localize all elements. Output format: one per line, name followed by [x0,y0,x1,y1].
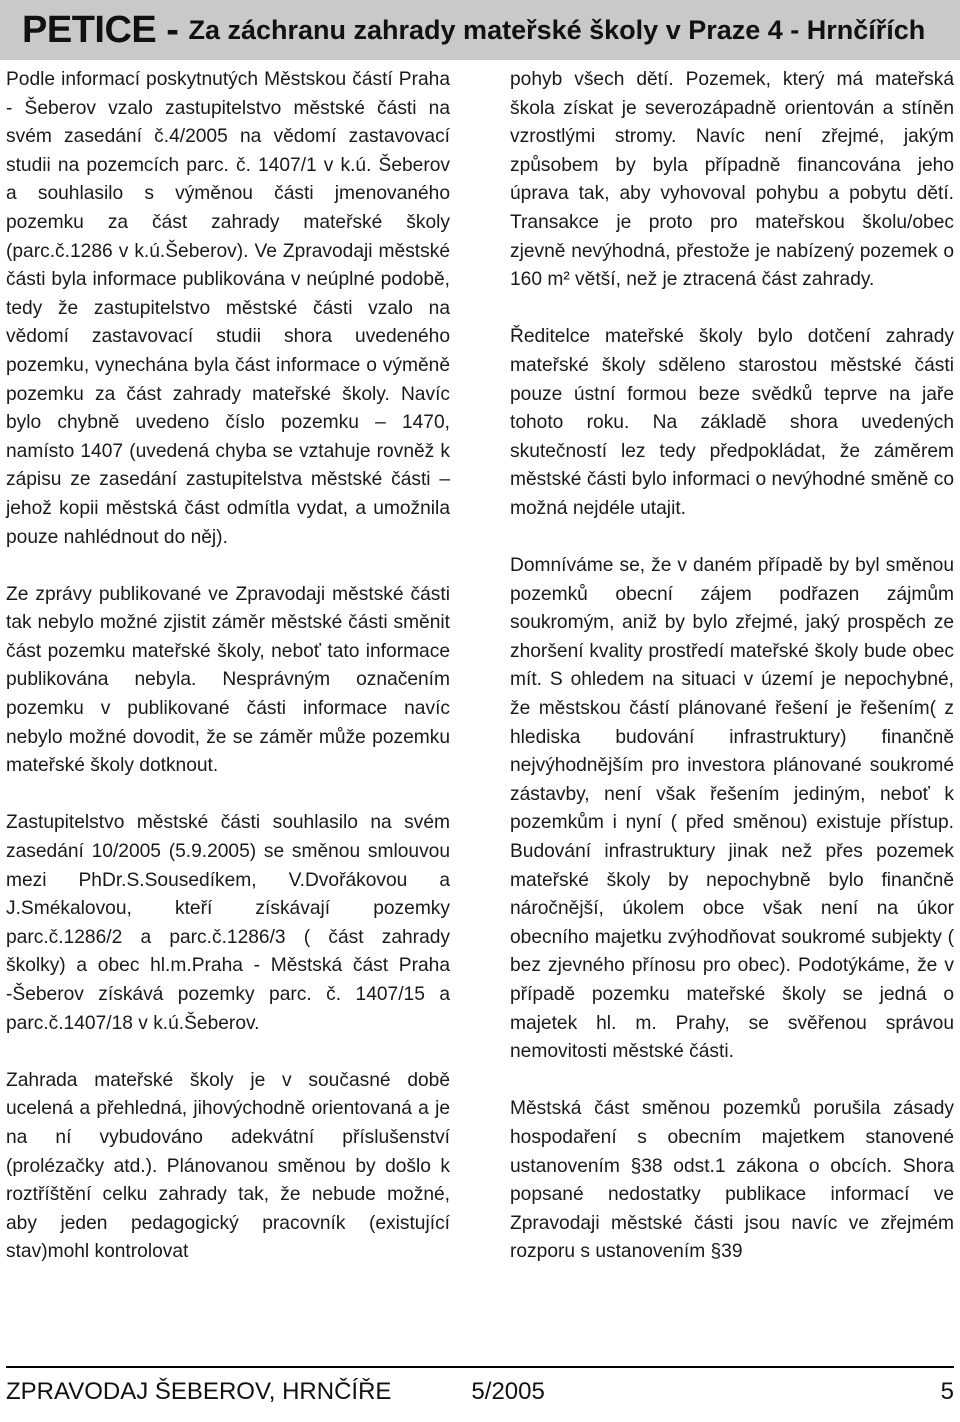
page-footer [6,1366,954,1416]
paragraph: Městská část směnou pozemků porušila zásady hospodaření s obecním majetkem stanovené ustanovením §38 odst.1 zákona o obcích. Shora popsané nedostatky publikace informací ve Zpravodaji městské části jsou navíc ve zřejmém rozporu s ustanovením §39 [510,1098,954,1263]
publication-name: ZPRAVODAJ ŠEBEROV, HRNČÍŘE [6,1378,392,1405]
article-header [0,0,960,60]
footer-publication-info [6,1378,545,1406]
paragraph: Ze zprávy publikované ve Zpravodaji městské části tak nebylo možné zjistit záměr městské části směnit část pozemku mateřské školy, neboť tato informace publikována nebyla. Nesprávným označením pozemku v publikované části informace navíc nebylo možné dovodit, že se záměr může pozemku mateřské školy dotknout. [6,583,450,777]
paragraph: Ředitelce mateřské školy bylo dotčení zahrady mateřské školy sděleno starostou městské části pouze ústní formou beze svědků teprve na jaře tohoto roku. Na základě shora uvedených skutečností lez tedy předpokládat, že záměrem městské části bylo informaci o nevýhodné směně co možná nejdéle utajit. [510,326,954,519]
paragraph: Zahrada mateřské školy je v současné době ucelená a přehledná, jihovýchodně orientovaná a je na ní vybudováno adekvátní příslušenství (prolézačky atd.). Plánovanou směnou by došlo k roztříštění celku zahrady tak, že nebude možné, aby jeden pedagogický pracovník (existující stav)mohl kontrolovat [6,1069,450,1263]
article-subtitle: Za záchranu zahrady mateřské školy v Praze 4 - Hrnčířích [188,14,926,45]
paragraph: pohyb všech dětí. Pozemek, který má mateřská škola získat je severozápadně orientován a stíněn vzrostlými stromy. Navíc není zřejmé, jakým způsobem by byla případně financována jeho úprava tak, aby vyhovoval pohybu a pobytu dětí. Transakce je proto pro mateřskou školu/obec zjevně nevýhodná, přestože je nabízený pozemek o 160 m² větší, než je ztracená část zahrady. [510,69,954,291]
page-number: 5 [940,1378,954,1405]
article-title: PETICE - [22,8,179,51]
right-column [510,66,954,1267]
paragraph: Domníváme se, že v daném případě by byl směnou pozemků obecní zájem podřazen zájmům soukromým, aniž by bylo zřejmé, jaký prospěch ze zhoršení kvality prostředí mateřské školy bude obec mít. S ohledem na situaci v území je nepochybné, že městskou částí plánované řešení je řešením( z hlediska budování infrastruktury) finančně nejvýhodnějším pro investora plánované soukromé zástavby, není však řešením jediným, neboť k pozemkům i nyní ( před směnou) existuje přístup. Budování infrastruktury jinak než přes pozemek mateřské školy by nepochybně bylo finančně náročnější, úkolem obce však není na úkor obecního majetku zvýhodňovat soukromé subjekty ( bez zjevného přínosu pro obec). Podotýkáme, že v případě pozemku mateřské školy se jedná o majetek hl. m. Prahy, se svěřenou správou nemovitosti městské části. [510,555,954,1063]
issue-number: 5/2005 [471,1378,545,1405]
paragraph: Podle informací poskytnutých Městskou částí Praha - Šeberov vzalo zastupitelstvo městské části na svém zasedání č.4/2005 na vědomí zastavovací studii na pozemcích parc. č. 1407/1 v k.ú. Šeberov a souhlasilo s výměnou části jmenovaného pozemku za část zahrady mateřské školy (parc.č.1286 v k.ú.Šeberov). Ve Zpravodaji městské části byla informace publikována v neúplné podobě, tedy že zastupitelstvo městské části vzalo na vědomí zastavovací studii shora uvedeného pozemku, vynechána byla část informace o výměně pozemku za část zahrady mateřské školy. Navíc bylo chybně uvedeno číslo pozemku – 1470, namísto 1407 (uvedená chyba se vztahuje rovněž k zápisu ze zasedání zastupitelstva městské části – jehož kopii městská část odmítla vydat, a umožnila pouze nahlédnout do něj). [6,69,450,548]
left-column [6,66,450,1267]
paragraph: Zastupitelstvo městské části souhlasilo na svém zasedání 10/2005 (5.9.2005) se směnou smlouvou mezi PhDr.S.Sousedíkem, V.Dvořákovou a J.Smékalovou, kteří získávají pozemky parc.č.1286/2 a parc.č.1286/3 ( část zahrady školky) a obec hl.m.Praha - Městská část Praha -Šeberov získává pozemky parc. č. 1407/15 a parc.č.1407/18 v k.ú.Šeberov. [6,812,450,1034]
